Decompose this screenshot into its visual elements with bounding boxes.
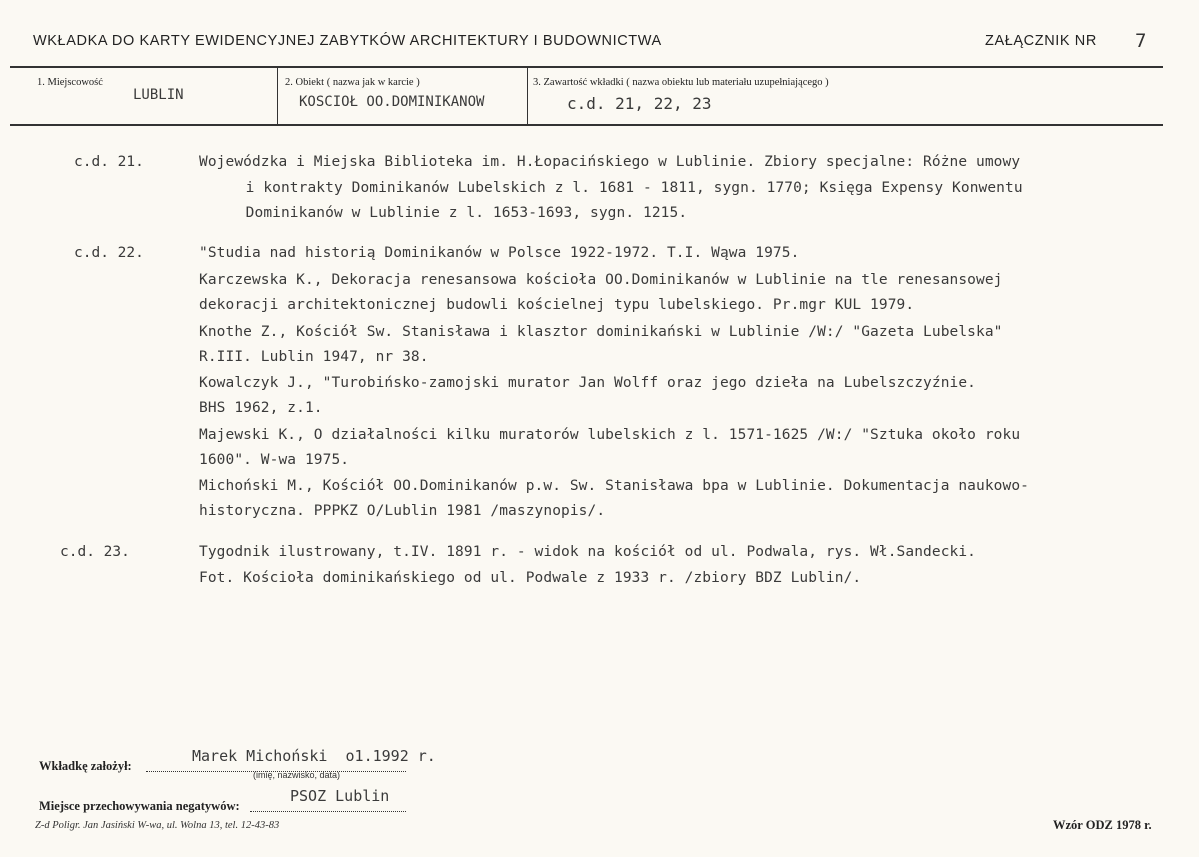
entry-22-line-11: historyczna. PPPKZ O/Lublin 1981 /maszynopis/.	[199, 503, 606, 519]
entry-22-line-7: BHS 1962, z.1.	[199, 400, 323, 416]
entry-22-line-2: Karczewska K., Dekoracja renesansowa kościoła OO.Dominikanów w Lublinie na tle renesansowej	[199, 272, 1003, 288]
entry-23-line-1: Tygodnik ilustrowany, t.IV. 1891 r. - widok na kościół od ul. Podwala, rys. Wł.Sandecki.	[199, 544, 977, 560]
form-model: Wzór ODZ 1978 r.	[1053, 818, 1152, 832]
entry-label-21: c.d. 21.	[74, 154, 144, 170]
divider-1	[277, 67, 278, 125]
bottom-rule	[10, 124, 1163, 126]
entry-23-line-2: Fot. Kościoła dominikańskiego od ul. Podwale z 1933 r. /zbiory BDZ Lublin/.	[199, 570, 862, 586]
entry-22-line-1: "Studia nad historią Dominikanów w Polsce 1922-1972. T.I. Wąwa 1975.	[199, 245, 800, 261]
zalozyl-label: Wkładkę założył:	[39, 759, 132, 773]
entry-22-line-4: Knothe Z., Kościół Sw. Stanisława i klasztor dominikański w Lublinie /W:/ "Gazeta Lubelska"	[199, 324, 1003, 340]
obiekt-value: KOSCIOŁ OO.DOMINIKANOW	[299, 94, 485, 110]
zawartosc-value: c.d. 21, 22, 23	[567, 94, 712, 113]
printer-info: Z-d Poligr. Jan Jasiński W-wa, ul. Wolna 13, tel. 12-43-83	[35, 820, 280, 831]
zawartosc-label: 3. Zawartość wkładki ( nazwa obiektu lub materiału uzupełniającego )	[533, 77, 829, 88]
entry-22-line-9: 1600". W-wa 1975.	[199, 452, 350, 468]
miejscowosc-label: 1. Miejscowość	[37, 77, 103, 88]
entry-22-line-8: Majewski K., O działalności kilku muratorów lubelskich z l. 1571-1625 /W:/ "Sztuka około roku	[199, 427, 1021, 443]
annex-number: 7	[1135, 30, 1147, 52]
entry-label-22: c.d. 22.	[74, 245, 144, 261]
miejscowosc-value: LUBLIN	[133, 87, 184, 103]
divider-2	[527, 67, 528, 125]
entry-22-line-5: R.III. Lublin 1947, nr 38.	[199, 349, 429, 365]
miejsce-value: PSOZ Lublin	[290, 787, 390, 805]
entry-21-line-1: Wojewódzka i Miejska Biblioteka im. H.Łopacińskiego w Lublinie. Zbiory specjalne: Różne umowy	[199, 154, 1021, 170]
zalozyl-hint: (imię, nazwisko, data)	[253, 770, 341, 780]
zalozyl-value: Marek Michoński o1.1992 r.	[192, 747, 436, 765]
entry-22-line-6: Kowalczyk J., "Turobińsko-zamojski murator Jan Wolff oraz jego dzieła na Lubelszczyźnie.	[199, 375, 977, 391]
form-title: WKŁADKA DO KARTY EWIDENCYJNEJ ZABYTKÓW ARCHITEKTURY I BUDOWNICTWA	[33, 33, 662, 49]
entry-21-line-2: i kontrakty Dominikanów Lubelskich z l. 1681 - 1811, sygn. 1770; Księga Expensy Konwentu	[228, 180, 1023, 196]
obiekt-label: 2. Obiekt ( nazwa jak w karcie )	[285, 77, 420, 88]
miejsce-dotted-line	[250, 811, 406, 812]
entry-22-line-10: Michoński M., Kościół OO.Dominikanów p.w. Sw. Stanisława bpa w Lublinie. Dokumentacja naukowo-	[199, 478, 1029, 494]
top-rule	[10, 66, 1163, 68]
entry-22-line-3: dekoracji architektonicznej budowli kościelnej typu lubelskiego. Pr.mgr KUL 1979.	[199, 297, 915, 313]
annex-label: ZAŁĄCZNIK NR	[985, 33, 1097, 49]
entry-label-23: c.d. 23.	[60, 544, 130, 560]
entry-21-line-3: Dominikanów w Lublinie z l. 1653-1693, sygn. 1215.	[228, 205, 688, 221]
miejsce-label: Miejsce przechowywania negatywów:	[39, 799, 240, 813]
